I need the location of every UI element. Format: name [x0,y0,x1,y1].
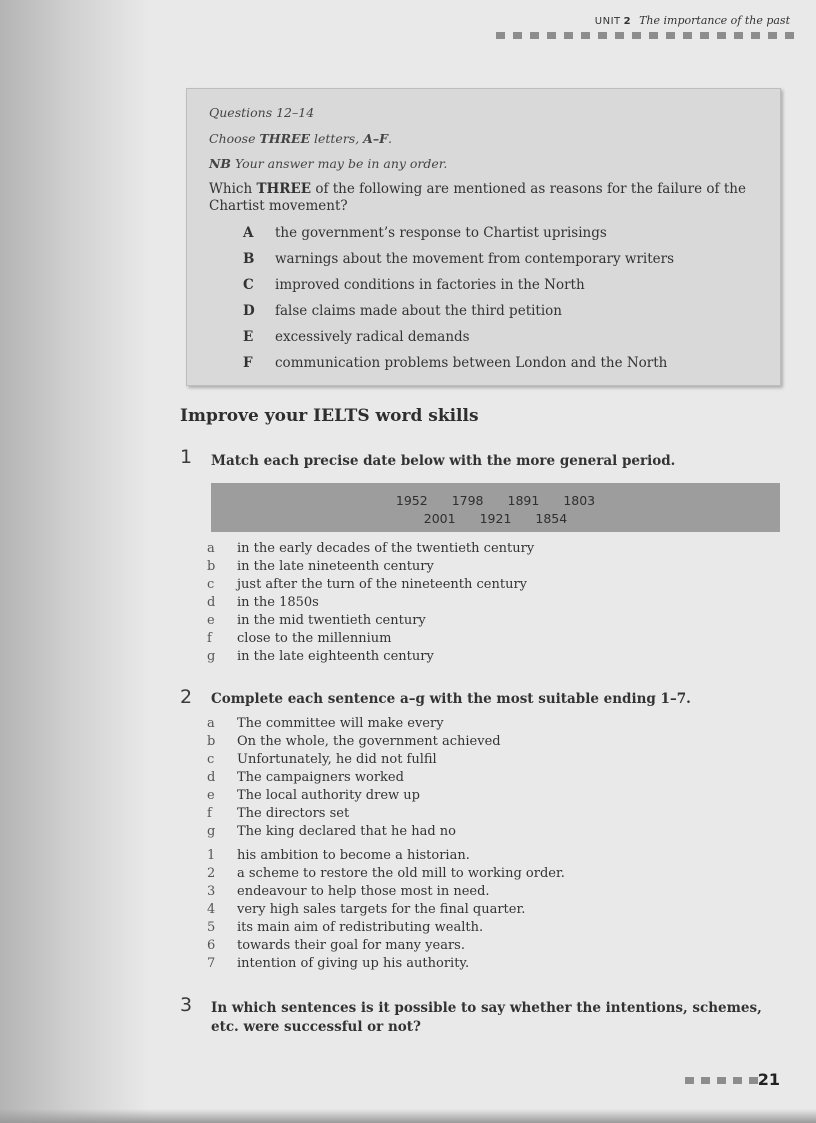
option-c: C improved conditions in factories in the North [243,277,585,293]
page-bottom-edge [0,1109,816,1123]
list-item: f The directors set [207,806,350,821]
dates-bar [211,483,780,532]
exercise-2-number: 2 [180,686,193,708]
unit-title: The importance of the past [639,14,790,27]
list-item: 3 endeavour to help those most in need. [207,884,490,899]
list-item: 2 a scheme to restore the old mill to working order. [207,866,565,881]
list-item: c just after the turn of the nineteenth century [207,577,527,592]
header-decorative-squares [496,32,794,39]
page-gutter-shadow [0,0,150,1123]
list-item: 7 intention of giving up his authority. [207,956,470,971]
list-item: f close to the millennium [207,631,392,646]
unit-label: UNIT 2 [594,16,632,27]
option-e: E excessively radical demands [243,329,470,345]
dates-row-1: 1952 1798 1891 1803 [395,493,596,508]
questions-box [186,88,781,386]
question-text: Which THREE of the following are mentioned as reasons for the failure of the Chartist movement? [209,181,746,214]
list-item: e in the mid twentieth century [207,613,426,628]
list-item: b On the whole, the government achieved [207,734,501,749]
option-a: A the government’s response to Chartist uprisings [243,225,607,241]
exercise-3-number: 3 [180,994,193,1016]
section-title: Improve your IELTS word skills [180,406,479,426]
exercise-3-instruction: In which sentences is it possible to say whether the intentions, schemes, etc. were successful or not? [211,1000,762,1035]
list-item: g in the late eighteenth century [207,649,434,664]
list-item: a in the early decades of the twentieth century [207,541,535,556]
questions-range: Questions 12–14 [209,105,315,120]
exercise-2-instruction: Complete each sentence a–g with the most suitable ending 1–7. [211,691,691,707]
exercise-2-endings [207,848,565,974]
nb-note: NB Your answer may be in any order. [209,156,448,171]
list-item: c Unfortunately, he did not fulfil [207,752,437,767]
list-item: g The king declared that he had no [207,824,456,839]
list-item: d The campaigners worked [207,770,404,785]
list-item: 5 its main aim of redistributing wealth. [207,920,484,935]
list-item: a The committee will make every [207,716,444,731]
option-d: D false claims made about the third petition [243,303,563,319]
exercise-1-number: 1 [180,446,193,468]
list-item: 4 very high sales targets for the final quarter. [207,902,526,917]
option-f: F communication problems between London and the North [243,355,668,371]
dates-row-2: 2001 1921 1854 [423,511,568,526]
exercise-1-periods [207,541,534,667]
unit-number: 2 [623,16,632,27]
exercise-1-instruction: Match each precise date below with the more general period. [211,453,676,469]
page-number: 21 [757,1070,780,1089]
list-item: e The local authority drew up [207,788,420,803]
footer-decorative-squares [685,1077,758,1084]
choose-instruction: Choose THREE letters, A–F. [209,131,392,146]
list-item: b in the late nineteenth century [207,559,434,574]
exercise-2-beginnings [207,716,501,842]
list-item: 6 towards their goal for many years. [207,938,465,953]
list-item: d in the 1850s [207,595,319,610]
option-b: B warnings about the movement from contemporary writers [243,251,675,267]
running-header [595,14,790,27]
list-item: 1 his ambition to become a historian. [207,848,470,863]
